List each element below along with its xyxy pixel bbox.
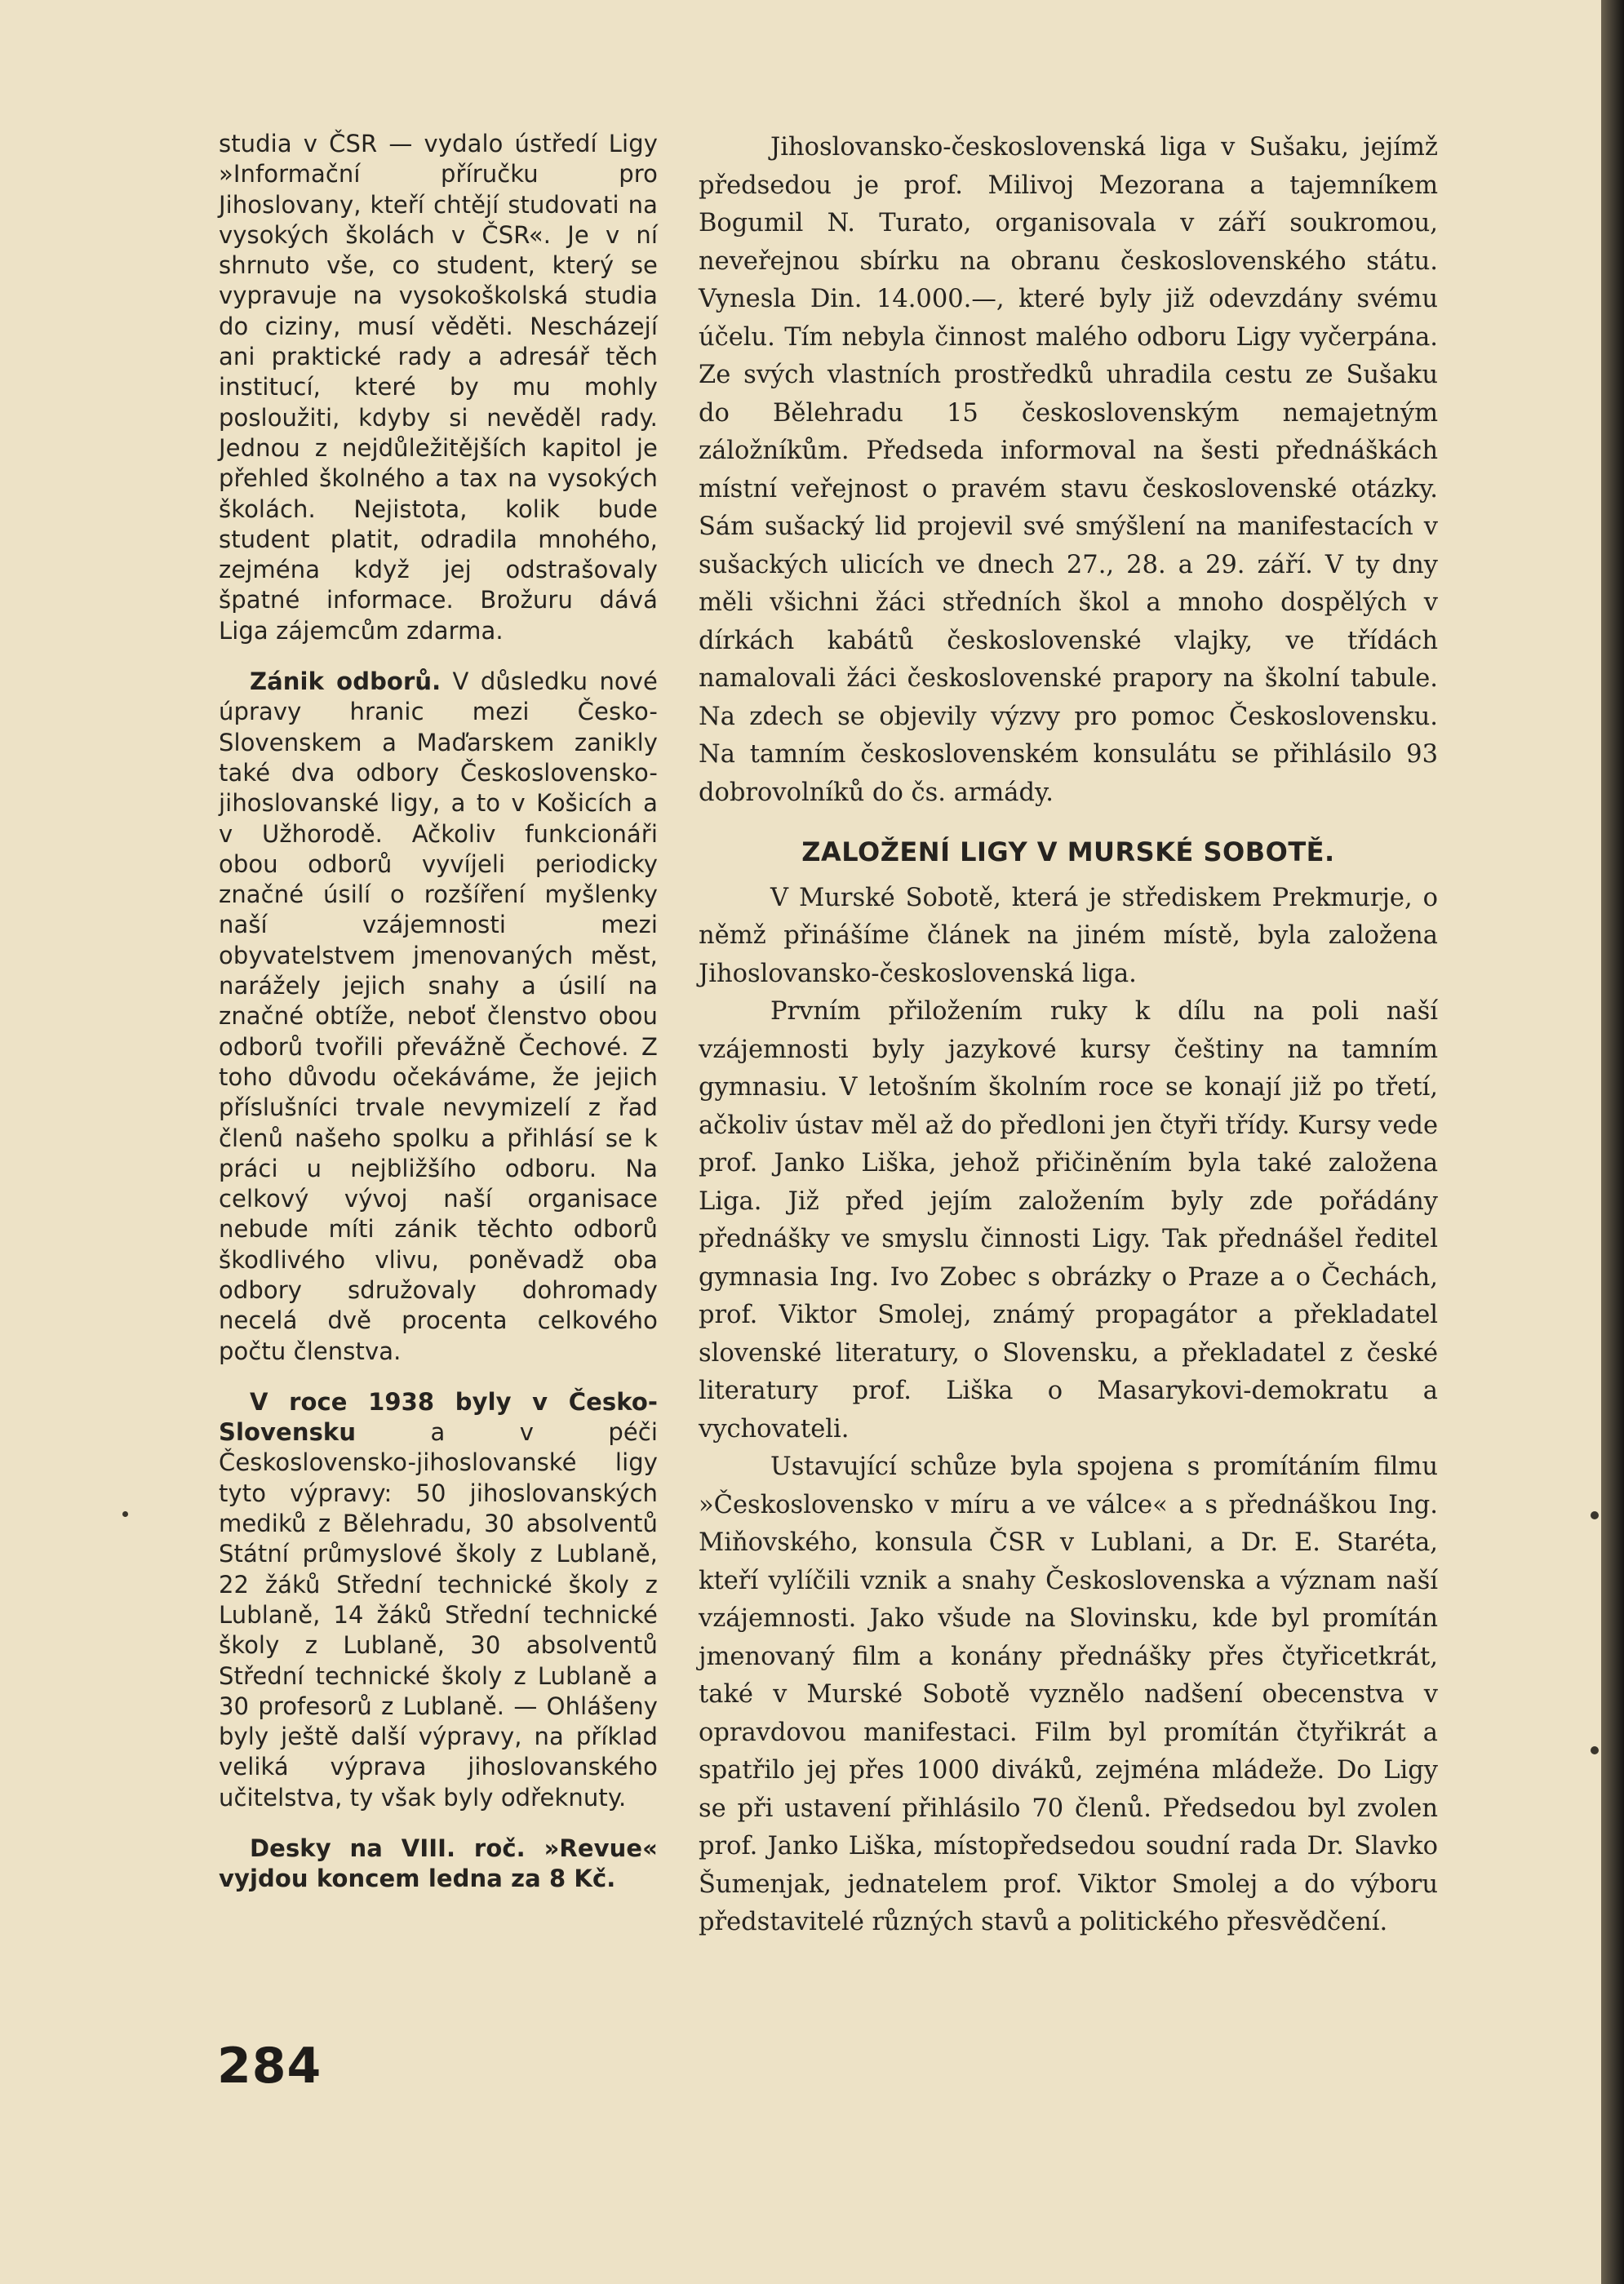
left-paragraph-branches-closed-lead: Zánik odborů. [250,667,441,696]
left-paragraph-branches-closed [219,667,658,1367]
paper-speck [1591,1746,1599,1754]
right-column [699,129,1438,1942]
paper-speck [1591,1511,1599,1519]
left-paragraph-branches-closed-text: V důsledku nové úpravy hranic mezi Česko-Slovenskem a Maďarskem zanikly také dva odbory Československo-jihoslovanské ligy, a to v Košicích a v Užhorodě. Ačkoliv funkcionáři obou odborů vyvíjeli periodicky značné úsilí o rozšíření myšlenky naší vzájemnosti mezi obyvatelstvem jmenovaných měst, narážely jejich snahy a úsilí na značné obtíže, neboť členstvo obou odborů tvořili převážně Čechové. Z toho důvodu očekáváme, že jejich příslušníci trvale nevymizelí z řad členů našeho spolku a přihlásí se k práci u nejbližšího odboru. Na celkový vývoj naší organisace nebude míti zánik těchto odborů škodlivého vlivu, poněvadž oba odbory sdružovaly dohromady necelá dvě procenta celkového počtu členstva. [219,667,658,1365]
right-paragraph-susak-league: Jihoslovansko-československá liga v Sušaku, jejímž předsedou je prof. Milivoj Mezorana a tajemníkem Bogumil N. Turato, organisovala v září soukromou, neveřejnou sbírku na obranu československého státu. Vynesla Din. 14.000.—, které byly již odevzdány svému účelu. Tím nebyla činnost malého odboru Ligy vyčerpána. Ze svých vlastních prostředků uhradila cestu ze Sušaku do Bělehradu 15 československým nemajetným záložníkům. Předseda informoval na šesti přednáškách místní veřejnost o pravém stavu československé otázky. Sám sušacký lid projevil své smýšlení na manifestacích v sušackých ulicích ve dnech 27., 28. a 29. září. V ty dny měli všichni žáci středních škol a mnoho dospělých v dírkách kabátů československé vlajky, ve třídách namalovali žáci československé prapory na školní tabule. Na zdech se objevily výzvy pro pomoc Československu. Na tamním československém konsulátu se přihlásilo 93 dobrovolníků do čs. armády. [699,133,1438,807]
paper-speck [122,1511,128,1517]
left-paragraph-expeditions-text: a v péči Československo-jihoslovanské ligy tyto výpravy: 50 jihoslovanských mediků z Bělehradu, 30 absolventů Státní průmyslové školy z Lublaně, 22 žáků Střední technické školy z Lublaně, 14 žáků Střední technické školy z Lublaně, 30 absolventů Střední technické školy z Lublaně a 30 profesorů z Lublaně. — Ohlášeny byly ještě další výpravy, na příklad veliká výprava jihoslovanského učitelstva, ty však byly odřeknuty. [219,1418,658,1812]
left-paragraph-binding-covers: Desky na VIII. roč. »Revue« vyjdou koncem ledna za 8 Kč. [219,1834,658,1893]
right-paragraph-founding: V Murské Sobotě, která je střediskem Prekmurje, o němž přinášíme článek na jiném místě, byla založena Jihoslovansko-československá liga. [699,883,1438,988]
section-heading-murska-sobota: ZALOŽENÍ LIGY V MURSKÉ SOBOTĚ. [801,836,1335,867]
left-paragraph-expeditions-1938 [219,1387,658,1813]
left-column [219,129,658,1915]
binding-edge [1601,0,1624,2284]
page-number: 284 [217,2038,322,2095]
right-paragraph-language-courses: Prvním přiložením ruky k dílu na poli naší vzájemnosti byly jazykové kursy češtiny na tamním gymnasiu. V letošním školním roce se konají již po třetí, ačkoliv ústav měl až do předloni jen čtyři třídy. Kursy vede prof. Janko Liška, jehož přičiněním byla také založena Liga. Již před jejím založením byly zde pořádány přednášky ve smyslu činnosti Ligy. Tak přednášel ředitel gymnasia Ing. Ivo Zobec s obrázky o Praze a o Čechách, prof. Viktor Smolej, známý propagátor a překladatel slovenské literatury, o Slovensku, a překladatel z české literatury prof. Liška o Masarykovi-demokratu a vychovateli. [699,997,1438,1444]
left-paragraph-expeditions-lead: V roce 1938 byly v Česko-Slovensku [219,1387,658,1447]
left-paragraph-student-guide: studia v ČSR — vydalo ústředí Ligy »Informační příručku pro Jihoslovany, kteří chtějí studovati na vysokých školách v ČSR«. Je v ní shrnuto vše, co student, který se vypravuje na vysokoškolská studia do ciziny, musí věděti. Nescházejí ani praktické rady a adresář těch institucí, které by mu mohly posloužiti, kdyby si nevěděl rady. Jednou z nejdůležitějších kapitol je přehled školného a tax na vysokých školách. Nejistota, kolik bude student platit, odradila mnohého, zejména když jej odstrašovaly špatné informace. Brožuru dává Liga zájemcům zdarma. [219,130,658,645]
right-paragraph-founding-meeting: Ustavující schůze byla spojena s promítáním filmu »Československo v míru a ve válce« a s přednáškou Ing. Miňovského, konsula ČSR v Lublani, a Dr. E. Staréta, kteří vylíčili vznik a snahy Československa a význam naší vzájemnosti. Jako všude na Slovinsku, kde byl promítán jmenovaný film a konány přednášky přes čtyřicetkrát, také v Murské Sobotě vyznělo nadšení obecenstva v opravdovou manifestaci. Film byl promítán čtyřikrát a spatřilo jej přes 1000 diváků, zejména mládeže. Do Ligy se při ustavení přihlásilo 70 členů. Předsedou byl zvolen prof. Janko Liška, místopředsedou soudní rada Dr. Slavko Šumenjak, jednatelem prof. Viktor Smolej a do výboru představitelé různých stavů a politického přesvědčení. [699,1452,1438,1936]
